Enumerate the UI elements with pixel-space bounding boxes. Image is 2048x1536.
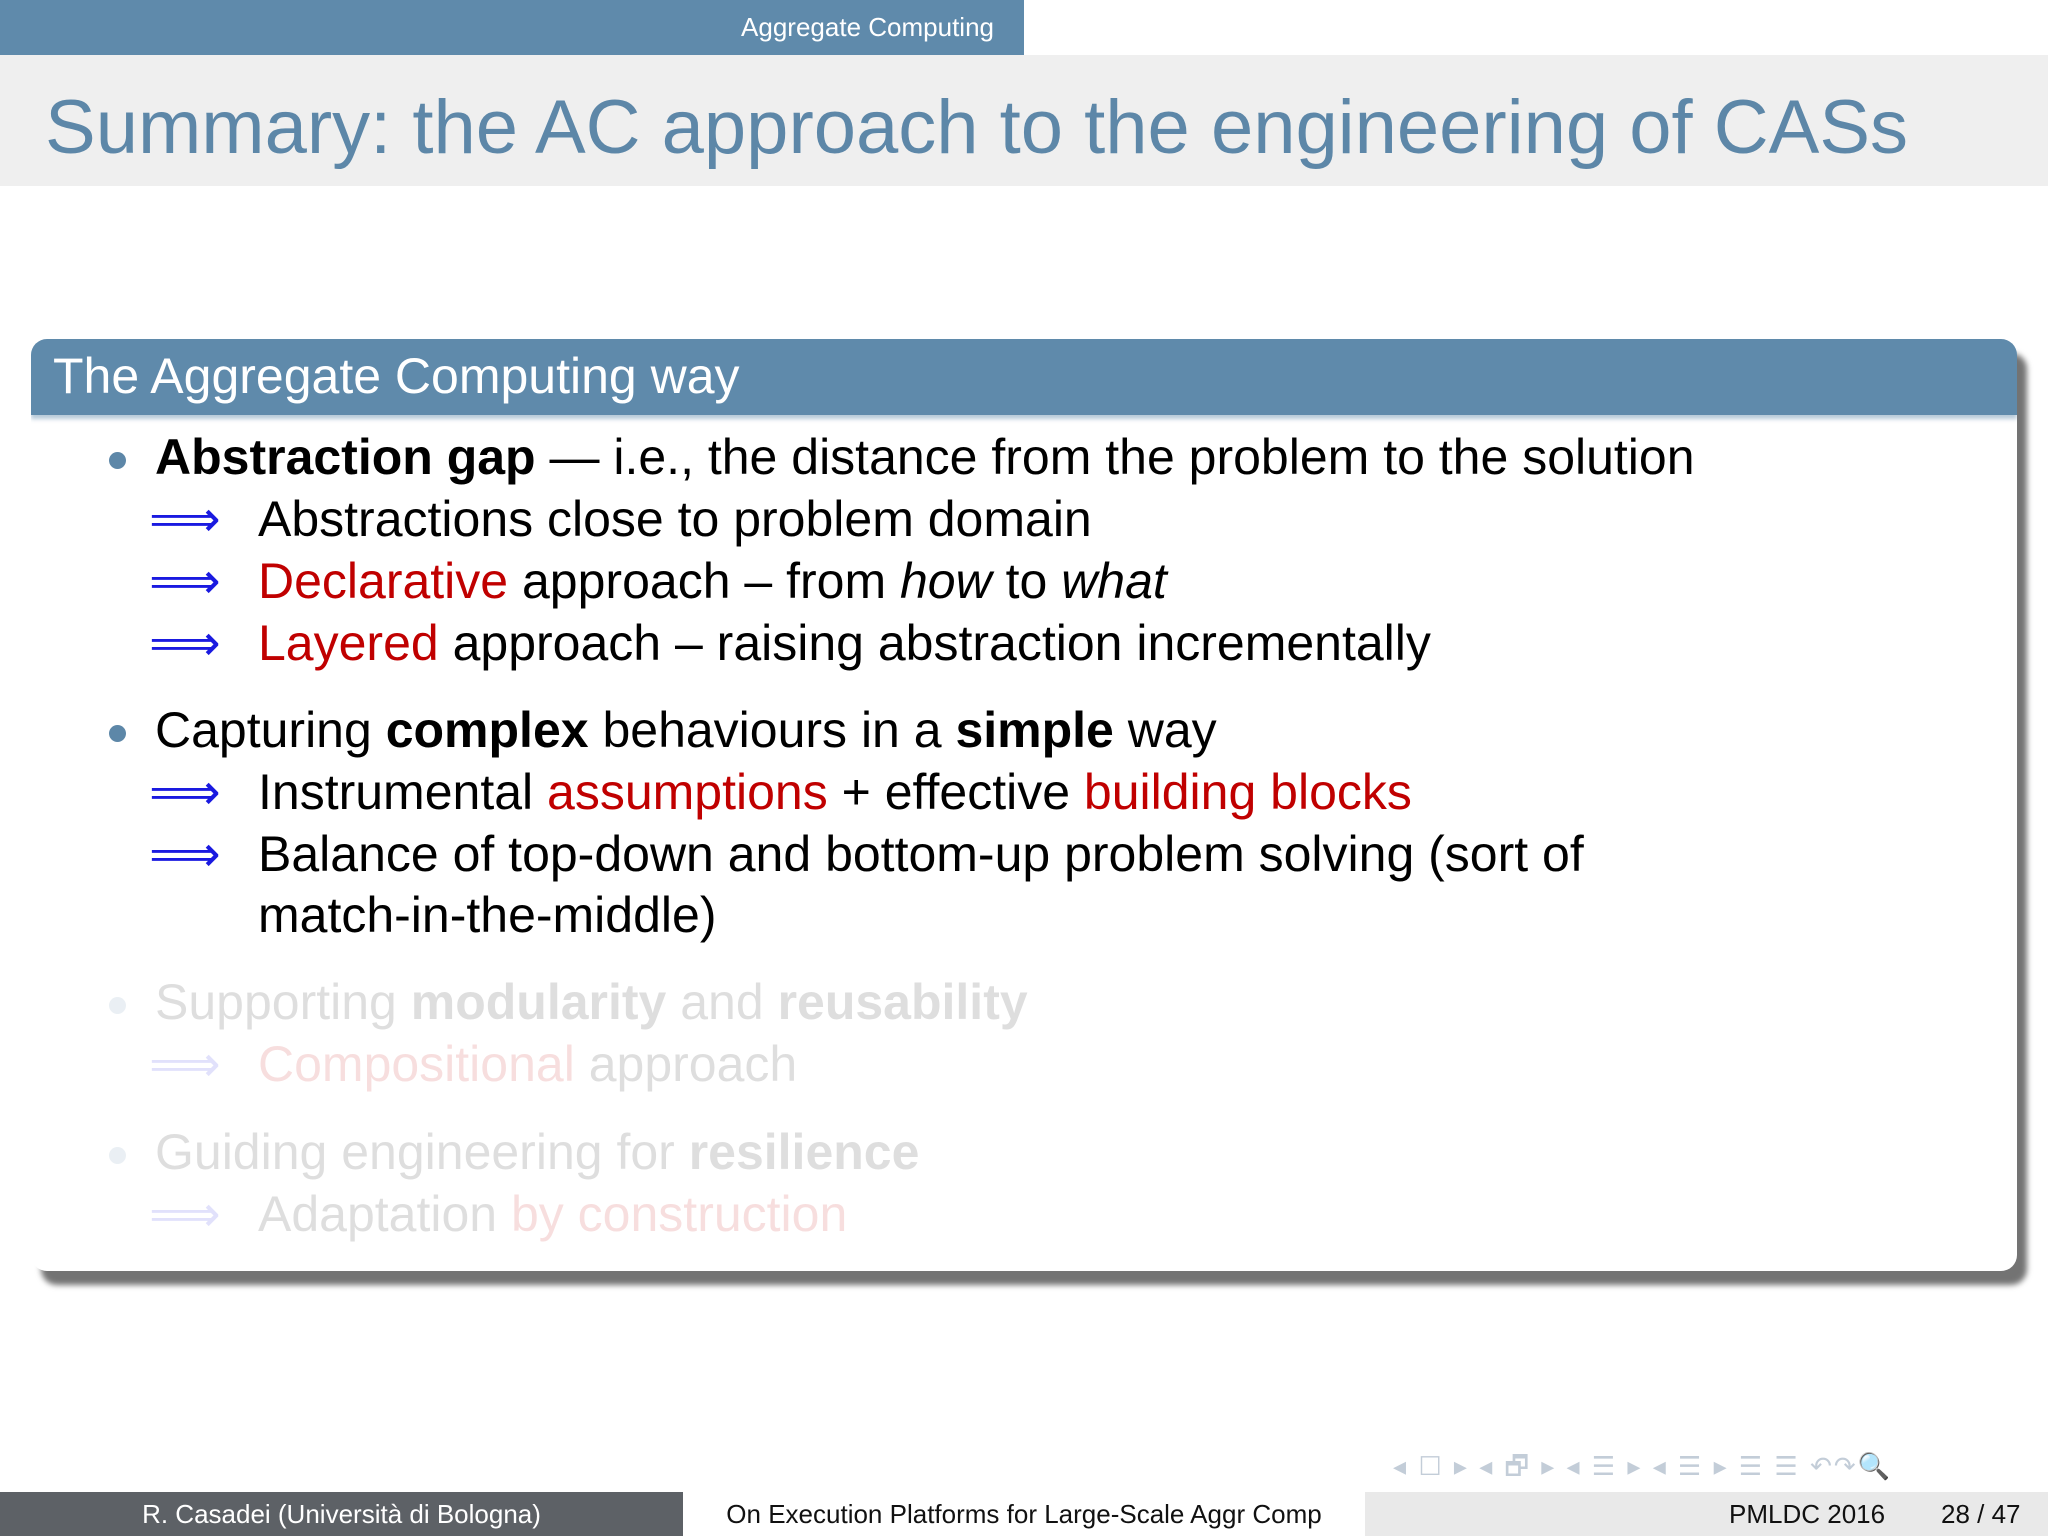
bullet-resilience: Guiding engineering for resilience: [155, 1124, 920, 1180]
sub-item-declarative: Declarative approach – from how to what: [258, 553, 1167, 609]
top-nav-strip: [0, 0, 2048, 55]
sub-item-layered: Layered approach – raising abstraction incrementally: [258, 615, 1431, 671]
bullet-capturing: Capturing complex behaviours in a simple way: [155, 702, 1217, 758]
footer-right: [1365, 1492, 2048, 1536]
sub-item-abstractions: Abstractions close to problem domain: [258, 491, 1092, 547]
top-nav-right: [1024, 0, 2048, 55]
bullet-abstraction-gap: Abstraction gap — i.e., the distance from the problem to the solution: [155, 429, 1695, 485]
sub-item-balance-continued: match-in-the-middle): [258, 887, 717, 943]
sub-item-instrumental: Instrumental assumptions + effective building blocks: [258, 764, 1412, 820]
implies-arrow-icon: ⟹: [149, 825, 219, 883]
sub-item-compositional: Compositional approach: [258, 1036, 798, 1092]
navigation-symbols[interactable]: ◂ ☐ ▸ ◂ 🗗 ▸ ◂ ☰ ▸ ◂ ☰ ▸ ☰ ☰ ↶↷🔍: [1393, 1452, 1893, 1482]
bullet-icon: [109, 1147, 126, 1164]
bullet-icon: [109, 725, 126, 742]
bullet-icon: [109, 997, 126, 1014]
implies-arrow-icon: ⟹: [149, 552, 219, 610]
section-link[interactable]: Aggregate Computing: [741, 12, 994, 42]
bullet-icon: [109, 452, 126, 469]
footer-conference: PMLDC 2016: [1729, 1499, 1886, 1529]
implies-arrow-icon: ⟹: [149, 763, 219, 821]
implies-arrow-icon: ⟹: [149, 490, 219, 548]
frame-title: Summary: the AC approach to the engineering of CASs: [45, 85, 1909, 170]
footer-author: R. Casadei (Università di Bologna): [0, 1492, 683, 1536]
bullet-modularity: Supporting modularity and reusability: [155, 974, 1028, 1030]
implies-arrow-icon: ⟹: [149, 1035, 219, 1093]
implies-arrow-icon: ⟹: [149, 614, 219, 672]
implies-arrow-icon: ⟹: [149, 1185, 219, 1243]
footer: [0, 1492, 2048, 1536]
block-title: The Aggregate Computing way: [53, 348, 740, 404]
footer-talk-title: On Execution Platforms for Large-Scale Aggr Comp: [683, 1492, 1365, 1536]
content-block: [31, 339, 2017, 1271]
page-number: 28 / 47: [1941, 1499, 2021, 1529]
block-header: [31, 339, 2017, 415]
sub-item-balance: Balance of top-down and bottom-up problem solving (sort of: [258, 826, 1584, 882]
sub-item-adaptation: Adaptation by construction: [258, 1186, 848, 1242]
